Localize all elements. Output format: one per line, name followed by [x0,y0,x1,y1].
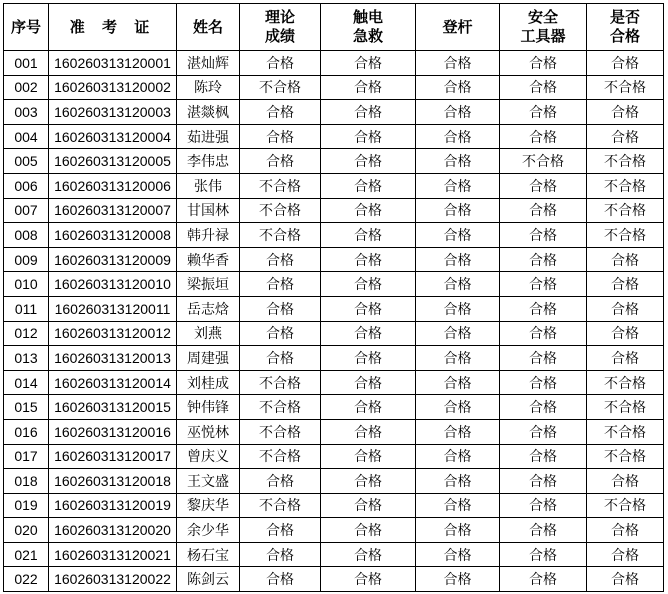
row-name: 张伟 [177,173,240,198]
row-theory-score: 合格 [240,518,321,543]
row-safety-tools: 合格 [500,567,587,592]
row-safety-tools: 合格 [500,419,587,444]
row-pole-climbing: 合格 [416,419,500,444]
row-safety-tools: 合格 [500,542,587,567]
row-seq: 011 [4,296,49,321]
table-row [4,124,664,149]
row-exam-number: 160260313120009 [49,247,177,272]
row-seq: 022 [4,567,49,592]
row-safety-tools: 合格 [500,124,587,149]
row-electric-shock-first-aid: 合格 [321,518,416,543]
row-seq: 002 [4,75,49,100]
row-seq: 008 [4,223,49,248]
row-theory-score: 不合格 [240,75,321,100]
row-pass-status: 合格 [587,247,664,272]
row-name: 韩升禄 [177,223,240,248]
row-name: 王文盛 [177,469,240,494]
row-seq: 017 [4,444,49,469]
table-row [4,247,664,272]
row-pass-status: 合格 [587,296,664,321]
row-electric-shock-first-aid: 合格 [321,370,416,395]
row-electric-shock-first-aid: 合格 [321,469,416,494]
row-theory-score: 合格 [240,321,321,346]
row-pass-status: 合格 [587,272,664,297]
row-electric-shock-first-aid: 合格 [321,395,416,420]
row-seq: 014 [4,370,49,395]
table-row [4,370,664,395]
row-electric-shock-first-aid: 合格 [321,444,416,469]
table-row [4,444,664,469]
row-seq: 006 [4,173,49,198]
row-name: 刘燕 [177,321,240,346]
row-name: 余少华 [177,518,240,543]
row-exam-number: 160260313120017 [49,444,177,469]
row-theory-score: 合格 [240,346,321,371]
row-pole-climbing: 合格 [416,518,500,543]
row-name: 赖华香 [177,247,240,272]
row-exam-number: 160260313120022 [49,567,177,592]
row-seq: 004 [4,124,49,149]
row-theory-score: 不合格 [240,223,321,248]
row-electric-shock-first-aid: 合格 [321,173,416,198]
table-row [4,272,664,297]
row-name: 巫悦林 [177,419,240,444]
row-seq: 012 [4,321,49,346]
row-pass-status: 不合格 [587,493,664,518]
row-pass-status: 合格 [587,567,664,592]
table-row [4,100,664,125]
row-pass-status: 不合格 [587,370,664,395]
header-name: 姓名 [177,4,240,51]
row-pass-status: 不合格 [587,75,664,100]
row-pass-status: 不合格 [587,444,664,469]
row-electric-shock-first-aid: 合格 [321,321,416,346]
row-name: 湛燚枫 [177,100,240,125]
row-exam-number: 160260313120021 [49,542,177,567]
table-row [4,223,664,248]
row-exam-number: 160260313120014 [49,370,177,395]
row-theory-score: 不合格 [240,419,321,444]
row-name: 钟伟锋 [177,395,240,420]
table-row [4,149,664,174]
row-seq: 018 [4,469,49,494]
row-exam-number: 160260313120013 [49,346,177,371]
row-electric-shock-first-aid: 合格 [321,198,416,223]
row-electric-shock-first-aid: 合格 [321,567,416,592]
row-theory-score: 不合格 [240,444,321,469]
header-pass-status: 是否 合格 [587,4,664,51]
row-safety-tools: 合格 [500,444,587,469]
row-exam-number: 160260313120002 [49,75,177,100]
row-theory-score: 合格 [240,51,321,76]
row-electric-shock-first-aid: 合格 [321,51,416,76]
row-electric-shock-first-aid: 合格 [321,149,416,174]
row-exam-number: 160260313120007 [49,198,177,223]
row-safety-tools: 合格 [500,296,587,321]
row-pass-status: 合格 [587,100,664,125]
row-pass-status: 合格 [587,518,664,543]
header-safety-tools: 安全 工具器 [500,4,587,51]
row-pass-status: 不合格 [587,149,664,174]
row-electric-shock-first-aid: 合格 [321,542,416,567]
row-exam-number: 160260313120005 [49,149,177,174]
row-safety-tools: 合格 [500,321,587,346]
row-safety-tools: 合格 [500,223,587,248]
row-pass-status: 不合格 [587,173,664,198]
row-seq: 020 [4,518,49,543]
row-exam-number: 160260313120018 [49,469,177,494]
row-pole-climbing: 合格 [416,124,500,149]
row-pole-climbing: 合格 [416,469,500,494]
row-safety-tools: 合格 [500,469,587,494]
row-name: 陈剑云 [177,567,240,592]
row-theory-score: 合格 [240,100,321,125]
table-row [4,321,664,346]
table-row [4,296,664,321]
row-pole-climbing: 合格 [416,272,500,297]
table-row [4,346,664,371]
row-theory-score: 合格 [240,567,321,592]
row-electric-shock-first-aid: 合格 [321,100,416,125]
row-pole-climbing: 合格 [416,75,500,100]
row-safety-tools: 合格 [500,370,587,395]
table-row [4,542,664,567]
row-safety-tools: 合格 [500,51,587,76]
row-theory-score: 不合格 [240,395,321,420]
row-seq: 007 [4,198,49,223]
row-pole-climbing: 合格 [416,346,500,371]
row-electric-shock-first-aid: 合格 [321,247,416,272]
row-pole-climbing: 合格 [416,51,500,76]
row-pass-status: 合格 [587,51,664,76]
row-pole-climbing: 合格 [416,296,500,321]
row-theory-score: 合格 [240,124,321,149]
row-safety-tools: 合格 [500,395,587,420]
row-pole-climbing: 合格 [416,493,500,518]
table-row [4,173,664,198]
row-theory-score: 不合格 [240,493,321,518]
row-theory-score: 合格 [240,149,321,174]
row-name: 刘桂成 [177,370,240,395]
row-pole-climbing: 合格 [416,173,500,198]
row-exam-number: 160260313120001 [49,51,177,76]
row-safety-tools: 合格 [500,493,587,518]
row-pass-status: 不合格 [587,419,664,444]
row-pole-climbing: 合格 [416,567,500,592]
row-electric-shock-first-aid: 合格 [321,272,416,297]
row-name: 陈玲 [177,75,240,100]
row-pole-climbing: 合格 [416,149,500,174]
table-row [4,518,664,543]
row-exam-number: 160260313120010 [49,272,177,297]
header-exam-number: 准 考 证 [49,4,177,51]
table-row [4,198,664,223]
table-row [4,567,664,592]
row-pole-climbing: 合格 [416,223,500,248]
row-name: 岳志焓 [177,296,240,321]
row-theory-score: 合格 [240,247,321,272]
header-electric-shock-first-aid: 触电 急救 [321,4,416,51]
row-theory-score: 合格 [240,469,321,494]
row-seq: 005 [4,149,49,174]
row-safety-tools: 合格 [500,75,587,100]
row-electric-shock-first-aid: 合格 [321,346,416,371]
row-exam-number: 160260313120020 [49,518,177,543]
table-row [4,493,664,518]
row-theory-score: 不合格 [240,370,321,395]
row-exam-number: 160260313120015 [49,395,177,420]
row-theory-score: 合格 [240,296,321,321]
results-table [3,3,664,592]
row-seq: 001 [4,51,49,76]
table-row [4,51,664,76]
row-name: 曾庆义 [177,444,240,469]
row-name: 湛灿辉 [177,51,240,76]
row-exam-number: 160260313120003 [49,100,177,125]
row-electric-shock-first-aid: 合格 [321,419,416,444]
header-pole-climbing: 登杆 [416,4,500,51]
row-safety-tools: 合格 [500,100,587,125]
row-pass-status: 合格 [587,346,664,371]
row-electric-shock-first-aid: 合格 [321,296,416,321]
row-seq: 015 [4,395,49,420]
row-pole-climbing: 合格 [416,247,500,272]
row-seq: 021 [4,542,49,567]
row-safety-tools: 合格 [500,198,587,223]
row-name: 李伟忠 [177,149,240,174]
row-theory-score: 不合格 [240,173,321,198]
row-seq: 009 [4,247,49,272]
row-electric-shock-first-aid: 合格 [321,124,416,149]
row-electric-shock-first-aid: 合格 [321,75,416,100]
row-pole-climbing: 合格 [416,542,500,567]
row-exam-number: 160260313120006 [49,173,177,198]
row-safety-tools: 合格 [500,346,587,371]
row-safety-tools: 合格 [500,247,587,272]
row-exam-number: 160260313120008 [49,223,177,248]
header-theory-score: 理论 成绩 [240,4,321,51]
row-exam-number: 160260313120012 [49,321,177,346]
row-seq: 010 [4,272,49,297]
row-pass-status: 不合格 [587,198,664,223]
row-name: 杨石宝 [177,542,240,567]
row-safety-tools: 合格 [500,518,587,543]
row-seq: 013 [4,346,49,371]
row-theory-score: 合格 [240,542,321,567]
row-pass-status: 合格 [587,321,664,346]
row-exam-number: 160260313120004 [49,124,177,149]
row-safety-tools: 不合格 [500,149,587,174]
table-row [4,469,664,494]
row-name: 梁振垣 [177,272,240,297]
row-exam-number: 160260313120016 [49,419,177,444]
row-name: 黎庆华 [177,493,240,518]
row-theory-score: 不合格 [240,198,321,223]
row-pole-climbing: 合格 [416,444,500,469]
row-safety-tools: 合格 [500,173,587,198]
row-pass-status: 不合格 [587,223,664,248]
header-row [4,4,664,51]
row-pole-climbing: 合格 [416,321,500,346]
table-row [4,75,664,100]
row-pole-climbing: 合格 [416,395,500,420]
row-electric-shock-first-aid: 合格 [321,223,416,248]
row-seq: 016 [4,419,49,444]
row-electric-shock-first-aid: 合格 [321,493,416,518]
row-seq: 019 [4,493,49,518]
row-name: 周建强 [177,346,240,371]
row-exam-number: 160260313120011 [49,296,177,321]
row-pass-status: 合格 [587,542,664,567]
row-name: 甘国林 [177,198,240,223]
row-exam-number: 160260313120019 [49,493,177,518]
table-row [4,395,664,420]
header-seq: 序号 [4,4,49,51]
row-seq: 003 [4,100,49,125]
row-pole-climbing: 合格 [416,100,500,125]
row-pole-climbing: 合格 [416,370,500,395]
row-pass-status: 不合格 [587,395,664,420]
row-pass-status: 合格 [587,124,664,149]
row-name: 茹进强 [177,124,240,149]
row-theory-score: 合格 [240,272,321,297]
row-pass-status: 合格 [587,469,664,494]
table-row [4,419,664,444]
row-safety-tools: 合格 [500,272,587,297]
row-pole-climbing: 合格 [416,198,500,223]
